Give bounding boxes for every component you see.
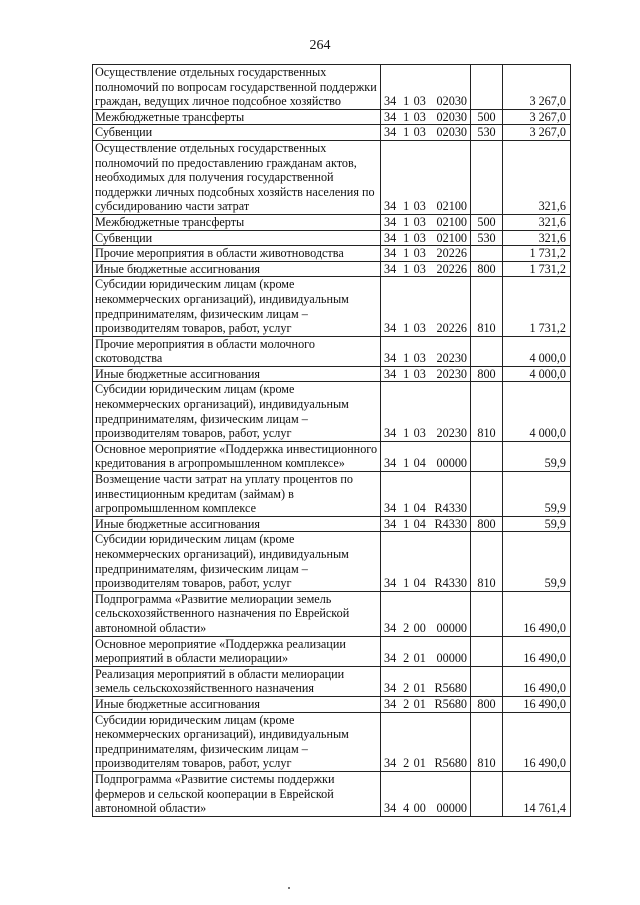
code-subprogram: 1 <box>403 230 410 245</box>
row-code <box>381 230 471 246</box>
code-direction: 02100 <box>436 199 468 214</box>
table-row <box>93 125 571 141</box>
row-expense-type <box>471 591 503 636</box>
row-sum: 3 267,0 <box>503 125 571 141</box>
row-expense-type: 500 <box>471 109 503 125</box>
page-number: 264 <box>309 38 331 53</box>
table-row <box>93 771 571 816</box>
row-name: Основное мероприятие «Поддержка инвестиционного кредитования в агропромышленном комплексе» <box>93 441 381 471</box>
row-code <box>381 472 471 517</box>
code-measure: 03 <box>413 109 426 124</box>
code-direction: 20230 <box>436 366 468 381</box>
row-code <box>381 591 471 636</box>
row-expense-type: 810 <box>471 712 503 771</box>
code-direction: 02030 <box>436 125 468 140</box>
row-name: Субвенции <box>93 230 381 246</box>
code-subprogram: 2 <box>403 651 410 666</box>
code-direction: R4330 <box>434 516 468 531</box>
code-measure: 03 <box>413 230 426 245</box>
code-subprogram: 1 <box>403 214 410 229</box>
code-direction: 20230 <box>436 426 468 441</box>
code-subprogram: 1 <box>403 501 410 516</box>
code-program: 34 <box>384 261 397 276</box>
row-sum: 4 000,0 <box>503 336 571 366</box>
row-code <box>381 214 471 230</box>
row-name: Реализация мероприятий в области мелиорации земель сельскохозяйственного назначения <box>93 666 381 696</box>
code-program: 34 <box>384 456 397 471</box>
row-sum: 59,9 <box>503 532 571 591</box>
row-code <box>381 261 471 277</box>
code-measure: 03 <box>413 321 426 336</box>
code-program: 34 <box>384 620 397 635</box>
code-direction: R5680 <box>434 696 468 711</box>
code-measure: 03 <box>413 246 426 261</box>
row-name: Межбюджетные трансферты <box>93 109 381 125</box>
row-name: Прочие мероприятия в области молочного скотоводства <box>93 336 381 366</box>
table-body <box>93 65 571 817</box>
code-program: 34 <box>384 214 397 229</box>
row-code <box>381 712 471 771</box>
code-subprogram: 1 <box>403 109 410 124</box>
row-sum: 16 490,0 <box>503 636 571 666</box>
row-name: Субсидии юридическим лицам (кроме некоммерческих организаций), индивидуальным предпринимателям, физическим лицам – производителям товаров, работ, услуг <box>93 532 381 591</box>
code-measure: 04 <box>413 576 426 591</box>
row-code <box>381 441 471 471</box>
code-program: 34 <box>384 756 397 771</box>
row-sum: 59,9 <box>503 472 571 517</box>
row-expense-type <box>471 666 503 696</box>
row-expense-type <box>471 65 503 110</box>
code-subprogram: 2 <box>403 620 410 635</box>
table-row <box>93 516 571 532</box>
row-sum: 4 000,0 <box>503 366 571 382</box>
row-code <box>381 636 471 666</box>
row-sum: 59,9 <box>503 441 571 471</box>
code-direction: R5680 <box>434 681 468 696</box>
code-program: 34 <box>384 351 397 366</box>
code-measure: 03 <box>413 214 426 229</box>
code-measure: 03 <box>413 366 426 381</box>
row-sum: 3 267,0 <box>503 65 571 110</box>
table-row <box>93 441 571 471</box>
table-row <box>93 261 571 277</box>
code-measure: 04 <box>413 456 426 471</box>
row-expense-type: 810 <box>471 532 503 591</box>
table-row <box>93 230 571 246</box>
row-sum: 1 731,2 <box>503 246 571 262</box>
code-subprogram: 1 <box>403 426 410 441</box>
table-row <box>93 366 571 382</box>
row-name: Иные бюджетные ассигнования <box>93 516 381 532</box>
code-subprogram: 4 <box>403 801 410 816</box>
code-program: 34 <box>384 501 397 516</box>
budget-table <box>92 64 571 817</box>
row-code <box>381 336 471 366</box>
table-row <box>93 277 571 336</box>
code-direction: 20226 <box>436 261 468 276</box>
row-name: Иные бюджетные ассигнования <box>93 261 381 277</box>
row-expense-type <box>471 246 503 262</box>
code-direction: 00000 <box>436 620 468 635</box>
table-row <box>93 636 571 666</box>
row-expense-type: 810 <box>471 382 503 441</box>
row-code <box>381 109 471 125</box>
row-expense-type <box>471 636 503 666</box>
code-direction: 00000 <box>436 456 468 471</box>
code-measure: 03 <box>413 125 426 140</box>
row-code <box>381 140 471 214</box>
code-direction: 20230 <box>436 351 468 366</box>
row-name: Субсидии юридическим лицам (кроме некоммерческих организаций), индивидуальным предпринимателям, физическим лицам – производителям товаров, работ, услуг <box>93 277 381 336</box>
table-row <box>93 214 571 230</box>
code-subprogram: 1 <box>403 516 410 531</box>
row-code <box>381 771 471 816</box>
code-subprogram: 1 <box>403 351 410 366</box>
row-sum: 4 000,0 <box>503 382 571 441</box>
scan-speck <box>288 887 290 889</box>
row-expense-type: 530 <box>471 230 503 246</box>
code-subprogram: 2 <box>403 696 410 711</box>
code-program: 34 <box>384 696 397 711</box>
code-subprogram: 1 <box>403 366 410 381</box>
row-sum: 16 490,0 <box>503 696 571 712</box>
code-direction: R4330 <box>434 576 468 591</box>
code-program: 34 <box>384 426 397 441</box>
code-direction: R5680 <box>434 756 468 771</box>
code-program: 34 <box>384 230 397 245</box>
row-expense-type <box>471 472 503 517</box>
row-code <box>381 65 471 110</box>
code-program: 34 <box>384 321 397 336</box>
code-measure: 01 <box>413 696 426 711</box>
code-program: 34 <box>384 94 397 109</box>
row-code <box>381 382 471 441</box>
row-expense-type: 800 <box>471 696 503 712</box>
code-program: 34 <box>384 576 397 591</box>
row-sum: 14 761,4 <box>503 771 571 816</box>
table-row <box>93 382 571 441</box>
code-direction: 00000 <box>436 651 468 666</box>
row-code <box>381 696 471 712</box>
row-expense-type: 500 <box>471 214 503 230</box>
table-row <box>93 712 571 771</box>
row-code <box>381 246 471 262</box>
table-row <box>93 696 571 712</box>
code-measure: 03 <box>413 261 426 276</box>
row-code <box>381 125 471 141</box>
table-row <box>93 246 571 262</box>
row-name: Межбюджетные трансферты <box>93 214 381 230</box>
row-name: Иные бюджетные ассигнования <box>93 366 381 382</box>
row-name: Возмещение части затрат на уплату процентов по инвестиционным кредитам (займам) в агропромышленном комплексе <box>93 472 381 517</box>
row-name: Субсидии юридическим лицам (кроме некоммерческих организаций), индивидуальным предпринимателям, физическим лицам – производителям товаров, работ, услуг <box>93 382 381 441</box>
row-name: Подпрограмма «Развитие мелиорации земель сельскохозяйственного назначения по Еврейской автономной области» <box>93 591 381 636</box>
code-direction: 02030 <box>436 94 468 109</box>
row-sum: 16 490,0 <box>503 591 571 636</box>
code-subprogram: 1 <box>403 261 410 276</box>
code-measure: 01 <box>413 756 426 771</box>
row-code <box>381 277 471 336</box>
row-name: Прочие мероприятия в области животноводства <box>93 246 381 262</box>
code-program: 34 <box>384 801 397 816</box>
row-expense-type <box>471 336 503 366</box>
code-subprogram: 2 <box>403 681 410 696</box>
code-direction: 20226 <box>436 321 468 336</box>
code-measure: 04 <box>413 516 426 531</box>
row-code <box>381 666 471 696</box>
row-code <box>381 532 471 591</box>
code-measure: 01 <box>413 651 426 666</box>
code-subprogram: 1 <box>403 321 410 336</box>
row-name: Иные бюджетные ассигнования <box>93 696 381 712</box>
table-row <box>93 532 571 591</box>
row-sum: 3 267,0 <box>503 109 571 125</box>
row-sum: 1 731,2 <box>503 261 571 277</box>
row-expense-type: 530 <box>471 125 503 141</box>
row-sum: 321,6 <box>503 230 571 246</box>
row-expense-type: 800 <box>471 366 503 382</box>
table-row <box>93 65 571 110</box>
row-expense-type <box>471 140 503 214</box>
code-measure: 01 <box>413 681 426 696</box>
code-program: 34 <box>384 681 397 696</box>
code-measure: 00 <box>413 801 426 816</box>
row-sum: 321,6 <box>503 214 571 230</box>
code-subprogram: 1 <box>403 576 410 591</box>
row-name: Осуществление отдельных государственных полномочий по предоставлению гражданам актов, необходимых для получения государственной поддержки личных подсобных хозяйств населения по субсидированию части затрат <box>93 140 381 214</box>
table-row <box>93 336 571 366</box>
table-row <box>93 472 571 517</box>
code-measure: 03 <box>413 351 426 366</box>
row-name: Субсидии юридическим лицам (кроме некоммерческих организаций), индивидуальным предпринимателям, физическим лицам – производителям товаров, работ, услуг <box>93 712 381 771</box>
row-expense-type: 810 <box>471 277 503 336</box>
code-direction: 00000 <box>436 801 468 816</box>
code-direction: 02100 <box>436 214 468 229</box>
code-subprogram: 1 <box>403 456 410 471</box>
code-program: 34 <box>384 516 397 531</box>
row-code <box>381 516 471 532</box>
row-sum: 321,6 <box>503 140 571 214</box>
code-measure: 03 <box>413 426 426 441</box>
code-program: 34 <box>384 651 397 666</box>
row-sum: 59,9 <box>503 516 571 532</box>
table-row <box>93 109 571 125</box>
code-subprogram: 1 <box>403 125 410 140</box>
code-program: 34 <box>384 109 397 124</box>
code-measure: 03 <box>413 94 426 109</box>
row-name: Основное мероприятие «Поддержка реализации мероприятий в области мелиорации» <box>93 636 381 666</box>
row-expense-type <box>471 771 503 816</box>
row-sum: 1 731,2 <box>503 277 571 336</box>
code-measure: 04 <box>413 501 426 516</box>
code-program: 34 <box>384 366 397 381</box>
code-program: 34 <box>384 246 397 261</box>
code-subprogram: 2 <box>403 756 410 771</box>
code-program: 34 <box>384 199 397 214</box>
code-measure: 03 <box>413 199 426 214</box>
table-row <box>93 666 571 696</box>
row-sum: 16 490,0 <box>503 666 571 696</box>
row-code <box>381 366 471 382</box>
row-name: Осуществление отдельных государственных полномочий по вопросам государственной поддержки граждан, ведущих личное подсобное хозяйство <box>93 65 381 110</box>
code-direction: R4330 <box>434 501 468 516</box>
row-name: Субвенции <box>93 125 381 141</box>
code-direction: 02100 <box>436 230 468 245</box>
table-row <box>93 591 571 636</box>
code-subprogram: 1 <box>403 199 410 214</box>
code-direction: 20226 <box>436 246 468 261</box>
row-expense-type: 800 <box>471 261 503 277</box>
code-subprogram: 1 <box>403 94 410 109</box>
row-name: Подпрограмма «Развитие системы поддержки фермеров и сельской кооперации в Еврейской автономной области» <box>93 771 381 816</box>
code-direction: 02030 <box>436 109 468 124</box>
row-expense-type: 800 <box>471 516 503 532</box>
row-sum: 16 490,0 <box>503 712 571 771</box>
table-row <box>93 140 571 214</box>
code-subprogram: 1 <box>403 246 410 261</box>
code-measure: 00 <box>413 620 426 635</box>
row-expense-type <box>471 441 503 471</box>
code-program: 34 <box>384 125 397 140</box>
